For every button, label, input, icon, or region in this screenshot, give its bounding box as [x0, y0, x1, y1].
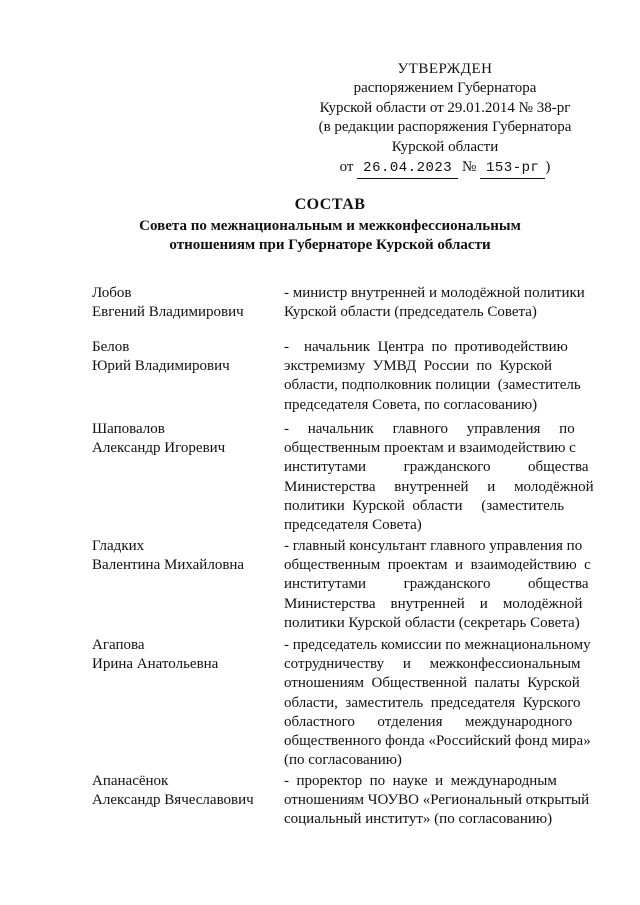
member-surname: Белов [92, 339, 130, 355]
member-given-names: Александр Игоревич [92, 440, 226, 457]
member-given-names: Евгений Владимирович [92, 304, 244, 321]
role-line: отношениям Общественной палаты Курской [284, 675, 580, 692]
member-given-names: Александр Вячеславович [92, 792, 254, 809]
approval-date-line [300, 158, 590, 179]
member-surname: Агапова [92, 637, 145, 653]
role-line: политики Курской области (секретарь Совета) [284, 614, 580, 631]
title-sub-1: Совета по межнациональным и межконфессиональным [139, 218, 521, 234]
member-surname: Гладких [92, 538, 145, 554]
role-line: институтами гражданского общества [284, 576, 589, 593]
role-line: (по согласованию) [284, 752, 402, 769]
role-line: - главный консультант главного управления по [284, 538, 583, 554]
role-line: Курской области (председатель Совета) [284, 304, 537, 321]
edition-number: 153-рг [480, 159, 545, 179]
member-role [284, 284, 596, 322]
role-line: Министерства внутренней и молодёжной [284, 478, 594, 495]
role-line: общественного фонда «Российский фонд мира» [284, 733, 591, 750]
role-line: общественным проектам и взаимодействию с [284, 440, 576, 457]
role-line: - председатель комиссии по межнациональному [284, 637, 591, 653]
role-line: институтами гражданского общества [284, 459, 589, 476]
approval-heading: УТВЕРЖДЕН [397, 61, 493, 77]
role-line: - министр внутренней и молодёжной политики [284, 285, 585, 301]
approval-line-1: распоряжением Губернатора [353, 80, 537, 97]
approval-line-3: (в редакции распоряжения Губернатора [318, 119, 572, 136]
member-role [284, 537, 596, 633]
member-given-names: Юрий Владимирович [92, 358, 230, 375]
member-surname: Шаповалов [92, 421, 165, 437]
member-role [284, 772, 596, 830]
approval-line-2: Курской области от 29.01.2014 № 38-рг [319, 99, 571, 116]
member-role [284, 420, 596, 535]
role-line: общественным проектам и взаимодействию с [284, 557, 591, 574]
role-line: Министерства внутренней и молодёжной [284, 595, 583, 612]
role-line: политики Курской области (заместитель [284, 497, 565, 514]
member-name [92, 772, 277, 810]
member-given-names: Валентина Михайловна [92, 557, 245, 574]
date-prefix: от [339, 159, 354, 176]
role-line: - проректор по науке и международным [284, 773, 557, 789]
role-line: областного отделения международного [284, 713, 573, 730]
member-surname: Апанасёнок [92, 773, 169, 789]
role-line: - начальник главного управления по [284, 421, 575, 437]
title-sub-2: отношениям при Губернаторе Курской области [169, 237, 491, 253]
member-role [284, 636, 596, 770]
title-main: СОСТАВ [294, 196, 366, 213]
role-line: - начальник Центра по противодействию [284, 339, 568, 355]
role-line: области, подполковник полиции (заместитель [284, 377, 581, 394]
role-line: председателя Совета) [284, 517, 422, 534]
role-line: председателя Совета, по согласованию) [284, 396, 538, 413]
member-surname: Лобов [92, 285, 132, 301]
member-name [92, 420, 277, 458]
member-name [92, 338, 277, 376]
document-title [100, 196, 560, 255]
role-line: области, заместитель председателя Курского [284, 694, 581, 711]
member-name [92, 284, 277, 322]
member-name [92, 636, 277, 674]
role-line: экстремизму УМВД России по Курской [284, 358, 553, 375]
approval-line-4: Курской области [391, 138, 499, 155]
approval-stamp [300, 60, 590, 179]
number-prefix: № [461, 159, 477, 176]
role-line: отношениям ЧОУВО «Региональный открытый [284, 792, 590, 809]
member-role [284, 338, 596, 415]
close-paren: ) [545, 159, 551, 176]
member-given-names: Ирина Анатольевна [92, 656, 219, 673]
role-line: сотрудничеству и межконфессиональным [284, 656, 581, 673]
edition-date: 26.04.2023 [357, 159, 458, 179]
role-line: социальный институт» (по согласованию) [284, 811, 553, 828]
member-name [92, 537, 277, 575]
